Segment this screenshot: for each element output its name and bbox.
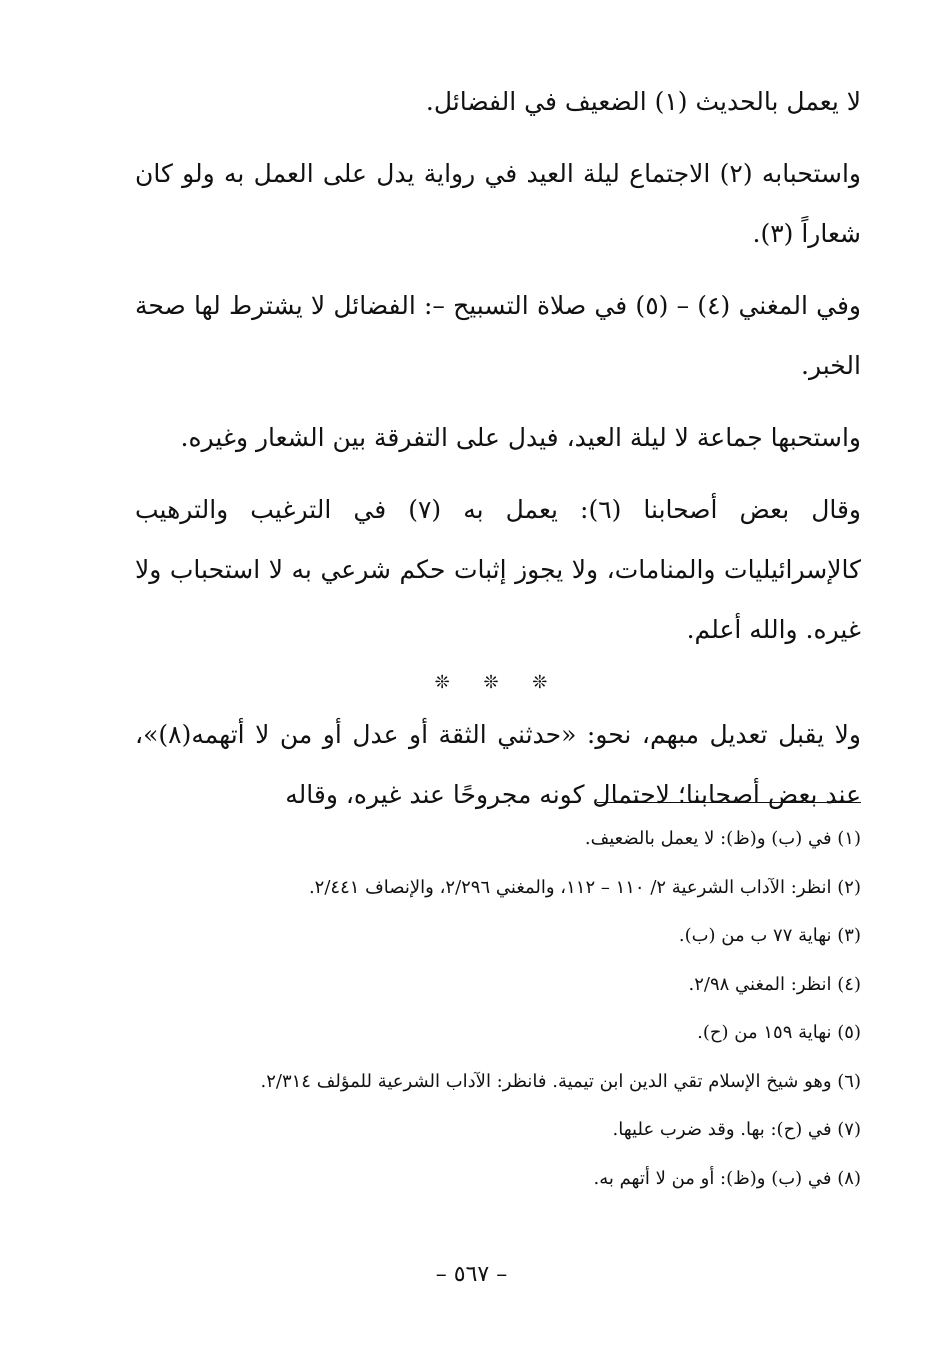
footnote-5: (٥) نهاية ١٥٩ من (ح).: [697, 1022, 861, 1043]
footnote-2: (٢) انظر: الآداب الشرعية ٢/ ١١٠ – ١١٢، والمغني ٢/٢٩٦، والإنصاف ٢/٤٤١.: [308, 876, 861, 898]
main-text: [135, 72, 861, 837]
section-separator: ❊ ❊ ❊: [434, 672, 562, 693]
footnote-6: (٦) وهو شيخ الإسلام تقي الدين ابن تيمية. فانظر: الآداب الشرعية للمؤلف ٢/٣١٤.: [260, 1070, 861, 1092]
paragraph-4: واستحبها جماعة لا ليلة العيد، فيدل على التفرقة بين الشعار وغيره.: [180, 423, 861, 452]
paragraph-5: وقال بعض أصحابنا (٦): يعمل به (٧) في الترغيب والترهيب كالإسرائيليات والمنامات، ولا يجوز إثبات حكم شرعي به لا استحباب ولا غيره. والله أعلم.: [135, 495, 861, 644]
paragraph-1: لا يعمل بالحديث (١) الضعيف في الفضائل.: [425, 87, 861, 116]
footnote-1: (١) في (ب) و(ظ): لا يعمل بالضعيف.: [584, 828, 861, 849]
paragraph-3: وفي المغني (٤) – (٥) في صلاة التسبيح –: الفضائل لا يشترط لها صحة الخبر.: [135, 291, 862, 380]
footnote-7: (٧) في (ح): بها. وقد ضرب عليها.: [612, 1119, 861, 1140]
footnote-4: (٤) انظر: المغني ٢/٩٨.: [688, 973, 861, 995]
page-number: – ٥٦٧ –: [435, 1262, 508, 1287]
footnote-8: (٨) في (ب) و(ظ): أو من لا أتهم به.: [593, 1167, 861, 1189]
footnote-divider: [597, 802, 861, 803]
paragraph-6: ولا يقبل تعديل مبهم، نحو: «حدثني الثقة أو عدل أو من لا أتهمه(٨)»، عند بعض أصحابنا؛ لاحتمال كونه مجروحًا عند غيره، وقاله: [135, 720, 861, 809]
footnote-3: (٣) نهاية ٧٧ ب من (ب).: [678, 925, 861, 946]
paragraph-2: واستحبابه (٢) الاجتماع ليلة العيد في رواية يدل على العمل به ولو كان شعاراً (٣).: [135, 159, 862, 248]
footnotes: [150, 815, 861, 1203]
